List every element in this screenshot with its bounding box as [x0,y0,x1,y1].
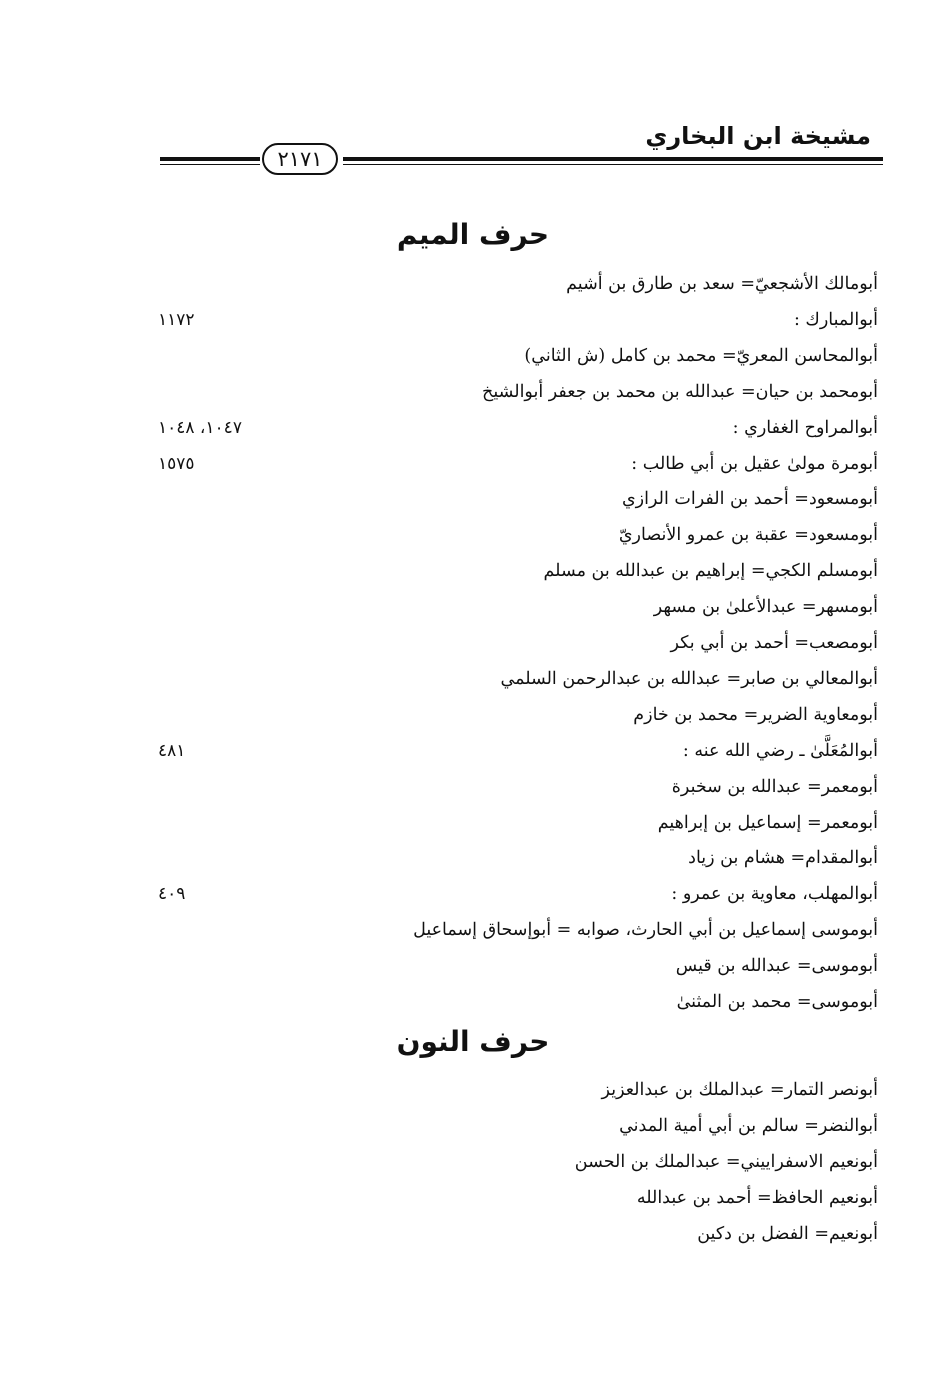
running-title: مشيخة ابن البخاري [645,122,871,150]
index-entry: أبوالمهلب، معاوية بن عمرو : [671,884,878,905]
header-rule-left [160,157,260,161]
index-entry: أبومعاوية الضرير= محمد بن خازم [633,704,878,725]
index-entry: أبومعمر= إسماعيل بن إبراهيم [657,812,878,833]
header-rule [343,157,883,161]
section-heading: حرف النون [396,1025,550,1058]
index-entry: أبوالمبارك : [793,309,878,330]
index-entry: أبوموسى= عبدالله بن قيس [675,956,878,977]
index-entry: أبوالمعالي بن صابر= عبدالله بن عبدالرحمن السلمي [500,668,878,689]
index-entry: أبونعيم الاسفراييني= عبدالملك بن الحسن [574,1151,878,1172]
header-rule-thin [343,164,883,165]
page-number: ٢١٧١ [262,143,338,175]
index-entry: أبوموسى= محمد بن المثنىٰ [676,992,878,1012]
index-entry: أبوالمقدام= هشام بن زياد [688,848,878,869]
section-heading: حرف الميم [396,218,550,251]
index-entry: أبومسعود= أحمد بن الفرات الرازي [621,489,878,510]
index-entry: أبونعيم الحافظ= أحمد بن عبدالله [636,1187,878,1208]
index-entry: أبومالك الأشجعيّ= سعد بن طارق بن أشيم [566,274,878,294]
index-entry: أبوالمراوح الغفاري : [732,417,878,438]
index-entry: أبونعيم= الفضل بن دكين [697,1223,878,1244]
index-entry: أبومسلم الكجي= إبراهيم بن عبدالله بن مسلم [543,561,878,582]
entry-reference-number: ١٠٤٧، ١٠٤٨ [158,417,242,438]
index-entry: أبومسهر= عبدالأعلىٰ بن مسهر [653,597,878,618]
entry-reference-number: ١١٧٢ [158,309,195,330]
entry-reference-number: ١٥٧٥ [158,453,195,474]
index-entry: أبومعمر= عبدالله بن سخبرة [671,776,878,797]
index-entry: أبومحمد بن حيان= عبدالله بن محمد بن جعفر أبوالشيخ [482,381,878,402]
entry-reference-number: ٤٠٩ [158,884,186,905]
index-entry: أبوالنضر= سالم بن أبي أمية المدني [619,1115,878,1136]
index-entry: أبوموسى إسماعيل بن أبي الحارث، صوابه = أبوإسحاق إسماعيل [413,920,878,941]
index-entry: أبومرة مولىٰ عقيل بن أبي طالب : [631,453,878,474]
header-rule-left-thin [160,164,260,165]
index-entry: أبونصر التمار= عبدالملك بن عبدالعزيز [601,1080,878,1100]
index-entry: أبوالمحاسن المعريّ= محمد بن كامل (ش الثاني) [524,345,878,366]
entry-reference-number: ٤٨١ [158,740,186,761]
index-entry: أبوالمُعَلَّىٰ ـ رضي الله عنه : [682,740,878,761]
index-entry: أبومسعود= عقبة بن عمرو الأنصاريّ [618,525,878,546]
index-entry: أبومصعب= أحمد بن أبي بكر [670,633,878,653]
